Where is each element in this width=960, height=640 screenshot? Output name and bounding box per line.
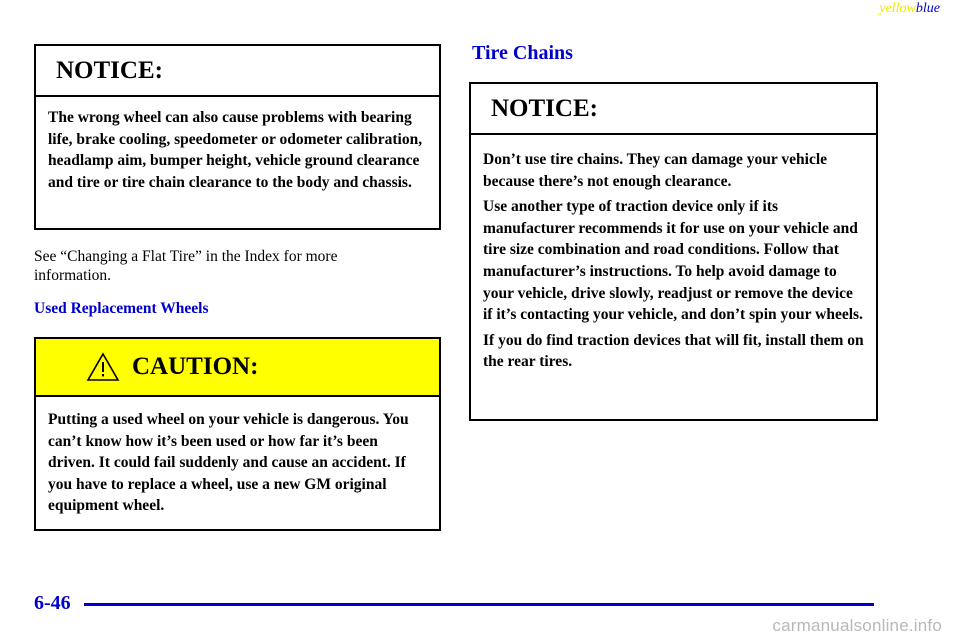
watermark: carmanualsonline.info (772, 616, 942, 635)
notice-paragraph: Don’t use tire chains. They can damage your vehicle because there’s not enough clearance. (483, 151, 828, 190)
used-replacement-wheels-heading: Used Replacement Wheels (34, 300, 209, 317)
notice-paragraph: Use another type of traction device only if its manufacturer recommends it for use on your vehicle and tire size combination and road conditions. Follow that manufacturer’s instructions. To help avoid damage to your vehicle, drive slowly, readjust or remove the device if it’s contacting your vehicle, and don’t spin your wheels. (483, 198, 863, 324)
footer-rule (84, 603, 874, 606)
see-also-text: See “Changing a Flat Tire” in the Index for more information. (34, 248, 338, 284)
notice-box-wrong-wheel (34, 44, 441, 230)
notice-body (36, 97, 439, 193)
warning-triangle-icon (86, 352, 120, 382)
page-number: 6-46 (34, 592, 71, 614)
color-registration-mark (879, 1, 940, 17)
caution-title: CAUTION: (132, 353, 259, 380)
mark-yellow: yellow (879, 1, 916, 16)
notice-paragraph: If you do find traction devices that will fit, install them on the rear tires. (483, 331, 864, 371)
tire-chains-heading: Tire Chains (472, 42, 573, 64)
notice-text: The wrong wheel can also cause problems with bearing life, brake cooling, speedometer or odometer calibration, headlamp aim, bumper height, vehicle ground clearance and tire or tire chain clearance to the body and chassis. (48, 109, 423, 191)
notice-header: NOTICE: (471, 84, 876, 135)
mark-blue: blue (915, 1, 940, 16)
notice-box-tire-chains (469, 82, 878, 421)
caution-body (36, 397, 439, 517)
caution-box (34, 337, 441, 531)
notice-body (471, 135, 876, 373)
caution-header (36, 339, 439, 397)
notice-header: NOTICE: (36, 46, 439, 97)
caution-text: Putting a used wheel on your vehicle is dangerous. You can’t know how it’s been used or how far it’s been driven. It could fail suddenly and cause an accident. If you have to replace a wheel, use a new GM original equipment wheel. (48, 411, 409, 515)
